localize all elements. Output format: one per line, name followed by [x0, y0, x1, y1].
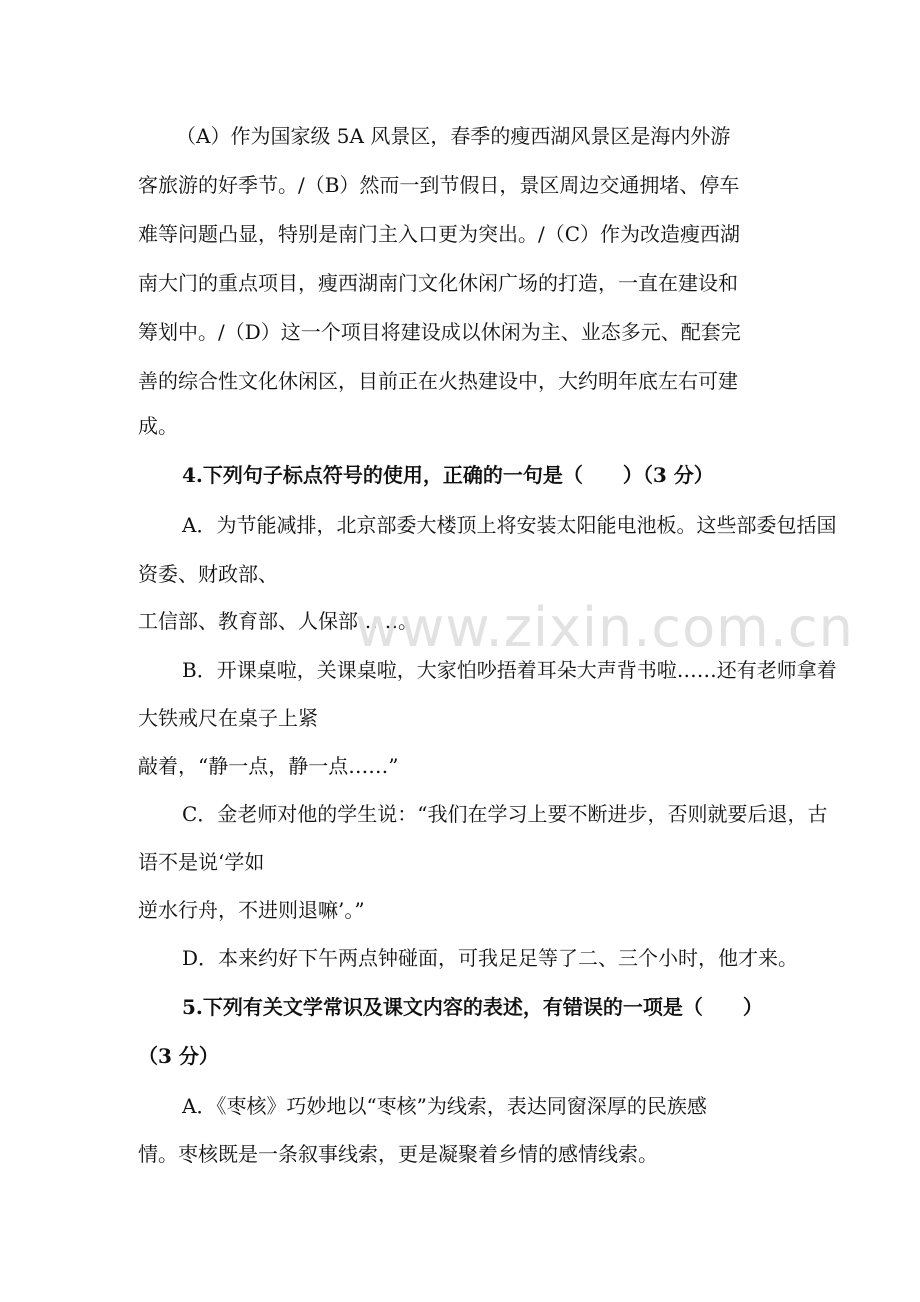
paragraph-line-5: 筹划中。/（D）这一个项目将建设成以休闲为主、业态多元、配套完 [138, 320, 741, 344]
question-5-stem-line-1: 5.下列有关文学常识及课文内容的表述，有错误的一项是（ ） [182, 995, 763, 1019]
question-5-stem-line-2: （3 分） [138, 1044, 219, 1068]
question-5-option-a-line-1: A．《枣核》巧妙地以“枣核”为线索，表达同窗深厚的民族感 [182, 1094, 707, 1118]
question-4-option-a-line-3: 工信部、教育部、人保部……。 [138, 609, 418, 633]
question-4-option-b-line-1: B．开课桌啦，关课桌啦，大家怕吵捂着耳朵大声背书啦……还有老师拿着 [182, 658, 837, 682]
paragraph-line-7: 成。 [138, 414, 178, 438]
paragraph-line-1: （A）作为国家级 5A 风景区，春季的瘦西湖风景区是海内外游 [176, 124, 731, 148]
paragraph-line-3: 难等问题凸显，特别是南门主入口更为突出。/（C）作为改造瘦西湖 [138, 222, 741, 246]
watermark: www.zixin.com.cn [355, 596, 854, 659]
question-4-stem: 4.下列句子标点符号的使用，正确的一句是（ ）（3 分） [182, 463, 714, 487]
question-4-option-d-line-1: D．本来约好下午两点钟碰面，可我足足等了二、三个小时，他才来。 [182, 946, 799, 970]
question-4-option-c-line-3: 逆水行舟，不进则退嘛’。” [138, 898, 365, 922]
question-5-option-a-line-2: 情。枣核既是一条叙事线索，更是凝聚着乡情的感情线索。 [138, 1142, 658, 1166]
question-4-option-a-line-2: 资委、财政部、 [138, 562, 278, 586]
question-4-option-c-line-2: 语不是说‘学如 [138, 850, 265, 874]
question-4-option-a-line-1: A．为节能减排，北京部委大楼顶上将安装太阳能电池板。这些部委包括国 [182, 513, 837, 537]
question-4-option-c-line-1: C．金老师对他的学生说：“我们在学习上要不断进步，否则就要后退，古 [182, 802, 828, 826]
question-4-option-b-line-2: 大铁戒尺在桌子上紧 [138, 706, 318, 730]
paragraph-line-6: 善的综合性文化休闲区，目前正在火热建设中，大约明年底左右可建 [138, 369, 738, 393]
paragraph-line-4: 南大门的重点项目，瘦西湖南门文化休闲广场的打造，一直在建设和 [138, 271, 738, 295]
paragraph-line-2: 客旅游的好季节。/（B）然而一到节假日，景区周边交通拥堵、停车 [138, 173, 740, 197]
question-4-option-b-line-3: 敲着，“静一点，静一点……” [138, 754, 399, 778]
